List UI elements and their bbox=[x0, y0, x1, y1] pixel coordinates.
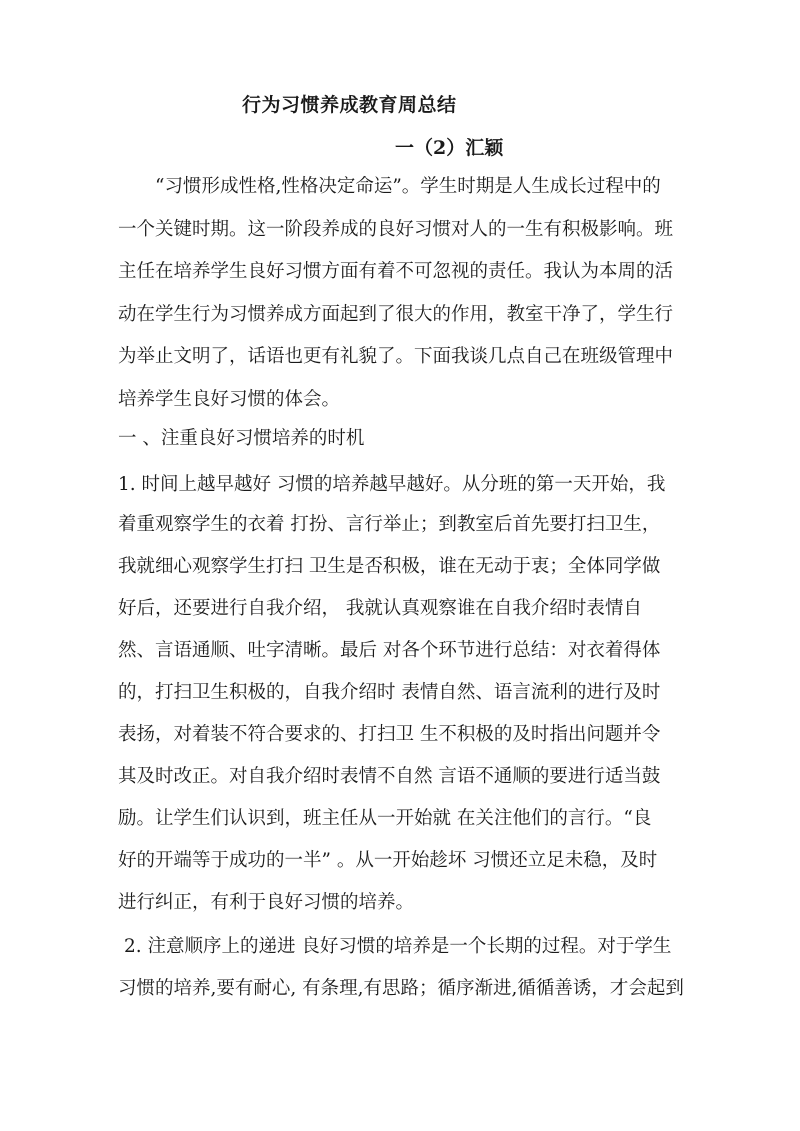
body-line: 好的开端等于成功的一半” 。从一开始趁坏 习惯还立足未稳，及时 bbox=[118, 850, 658, 871]
body-line: 的，打扫卫生积极的，自我介绍时 表情自然、语言流利的进行及时 bbox=[118, 682, 661, 703]
body-line: “习惯形成性格,性格决定命运”。学生时期是人生成长过程中的 bbox=[155, 176, 661, 197]
body-line: 励。让学生们认识到，班主任从一开始就 在关注他们的言行。“良 bbox=[118, 808, 652, 829]
body-line: 培养学生良好习惯的体会。 bbox=[118, 389, 341, 410]
body-line: 为举止文明了，话语也更有礼貌了。下面我谈几点自己在班级管理中 bbox=[118, 346, 674, 367]
document-title: 行为习惯养成教育周总结 bbox=[242, 94, 457, 116]
body-line: 着重观察学生的衣着 打扮、言行举止；到教室后首先要打扫卫生， bbox=[118, 514, 661, 535]
body-line: 我就细心观察学生打扫 卫生是否积极，谁在无动于衷；全体同学做 bbox=[118, 556, 661, 577]
body-line: 2. 注意顺序上的递进 良好习惯的培养是一个长期的过程。对于学生 bbox=[124, 936, 672, 957]
body-line: 习惯的培养,要有耐心, 有条理,有思路；循序渐进,循循善诱，才会起到 bbox=[118, 978, 684, 999]
section-heading: 一 、注重良好习惯培养的时机 bbox=[118, 428, 365, 449]
document-byline: 一（2）汇颖 bbox=[395, 137, 504, 159]
body-line: 表扬，对着装不符合要求的、打扫卫 生不积极的及时指出问题并令 bbox=[118, 724, 661, 745]
body-line: 一个关键时期。这一阶段养成的良好习惯对人的一生有积极影响。班 bbox=[118, 219, 674, 240]
body-line: 主任在培养学生良好习惯方面有着不可忽视的责任。我认为本周的活 bbox=[118, 261, 674, 282]
body-line: 进行纠正，有利于良好习惯的培养。 bbox=[118, 892, 415, 913]
body-line: 好后，还要进行自我介绍， 我就认真观察谁在自我介绍时表情自 bbox=[118, 598, 642, 619]
body-line: 然、言语通顺、吐字清晰。最后 对各个环节进行总结：对衣着得体 bbox=[118, 640, 661, 661]
body-line: 其及时改正。对自我介绍时表情不自然 言语不通顺的要进行适当鼓 bbox=[118, 766, 661, 787]
body-line: 动在学生行为习惯养成方面起到了很大的作用，教室干净了，学生行 bbox=[118, 304, 674, 325]
body-line: 1. 时间上越早越好 习惯的培养越早越好。从分班的第一天开始，我 bbox=[118, 474, 666, 495]
